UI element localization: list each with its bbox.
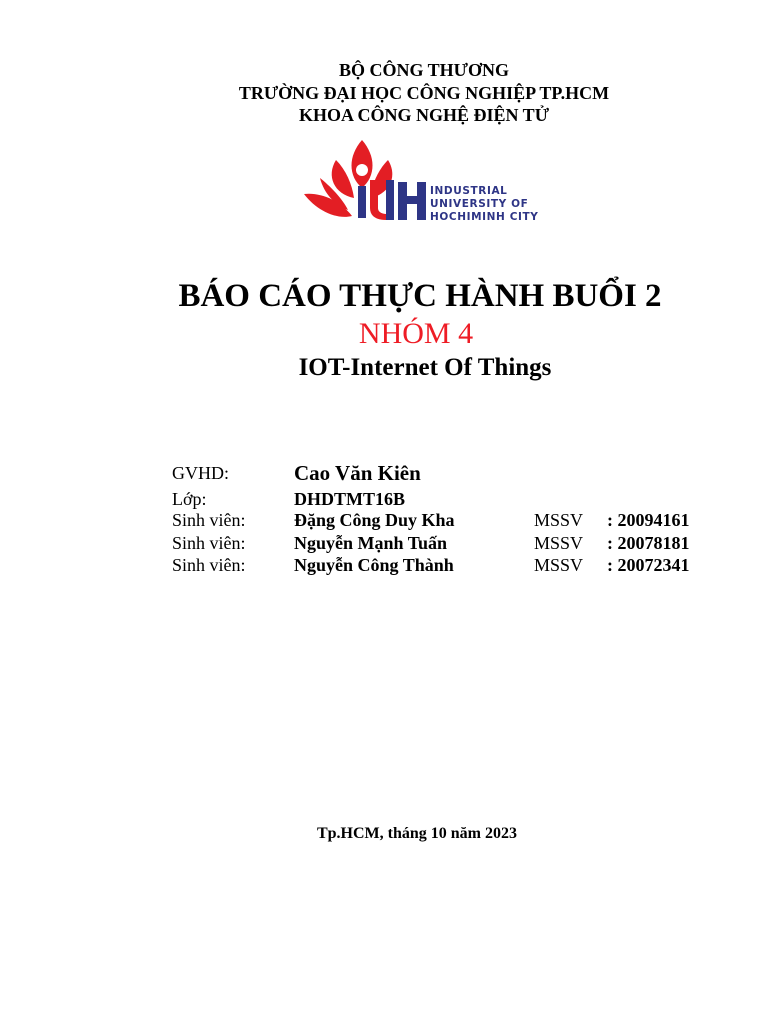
report-title: BÁO CÁO THỰC HÀNH BUỔI 2 — [178, 278, 662, 314]
student-id: : 20094161 — [607, 510, 690, 530]
student-label: Sinh viên: — [172, 533, 246, 553]
logo-text-line1: INDUSTRIAL — [430, 185, 508, 197]
student-id-label: MSSV — [534, 510, 584, 530]
logo-letter-u-right — [386, 180, 394, 220]
group-name: NHÓM 4 — [358, 317, 474, 350]
university-logo — [300, 136, 540, 232]
logo-text-line2: UNIVERSITY OF — [430, 198, 529, 210]
logo-letter-i — [358, 186, 366, 218]
logo-letter-h-bar — [407, 196, 417, 204]
logo-petal-dot — [356, 164, 368, 176]
student-name: Đặng Công Duy Kha — [294, 510, 455, 530]
place-date: Tp.HCM, tháng 10 năm 2023 — [316, 825, 518, 842]
ministry-heading: BỘ CÔNG THƯƠNG — [338, 60, 509, 80]
student-id-label: MSSV — [534, 555, 584, 575]
student-id-label: MSSV — [534, 533, 584, 553]
student-label: Sinh viên: — [172, 555, 246, 575]
student-name: Nguyễn Công Thành — [294, 555, 454, 575]
university-heading: TRƯỜNG ĐẠI HỌC CÔNG NGHIỆP TP.HCM — [238, 83, 610, 103]
student-id: : 20072341 — [607, 555, 690, 575]
instructor-name: Cao Văn Kiên — [294, 461, 421, 485]
student-id: : 20078181 — [607, 533, 690, 553]
logo-letter-h-right — [417, 182, 426, 220]
class-label: Lớp: — [172, 489, 207, 509]
logo-letter-h-left — [398, 182, 407, 220]
student-name: Nguyễn Mạnh Tuấn — [294, 533, 448, 553]
student-label: Sinh viên: — [172, 510, 246, 530]
faculty-heading: KHOA CÔNG NGHỆ ĐIỆN TỬ — [298, 105, 550, 125]
iuh-logo-icon — [300, 136, 540, 232]
instructor-label: GVHD: — [172, 463, 229, 483]
logo-text-line3: HOCHIMINH CITY — [430, 211, 539, 223]
subject-name: IOT-Internet Of Things — [298, 354, 552, 381]
class-name: DHDTMT16B — [294, 489, 406, 509]
